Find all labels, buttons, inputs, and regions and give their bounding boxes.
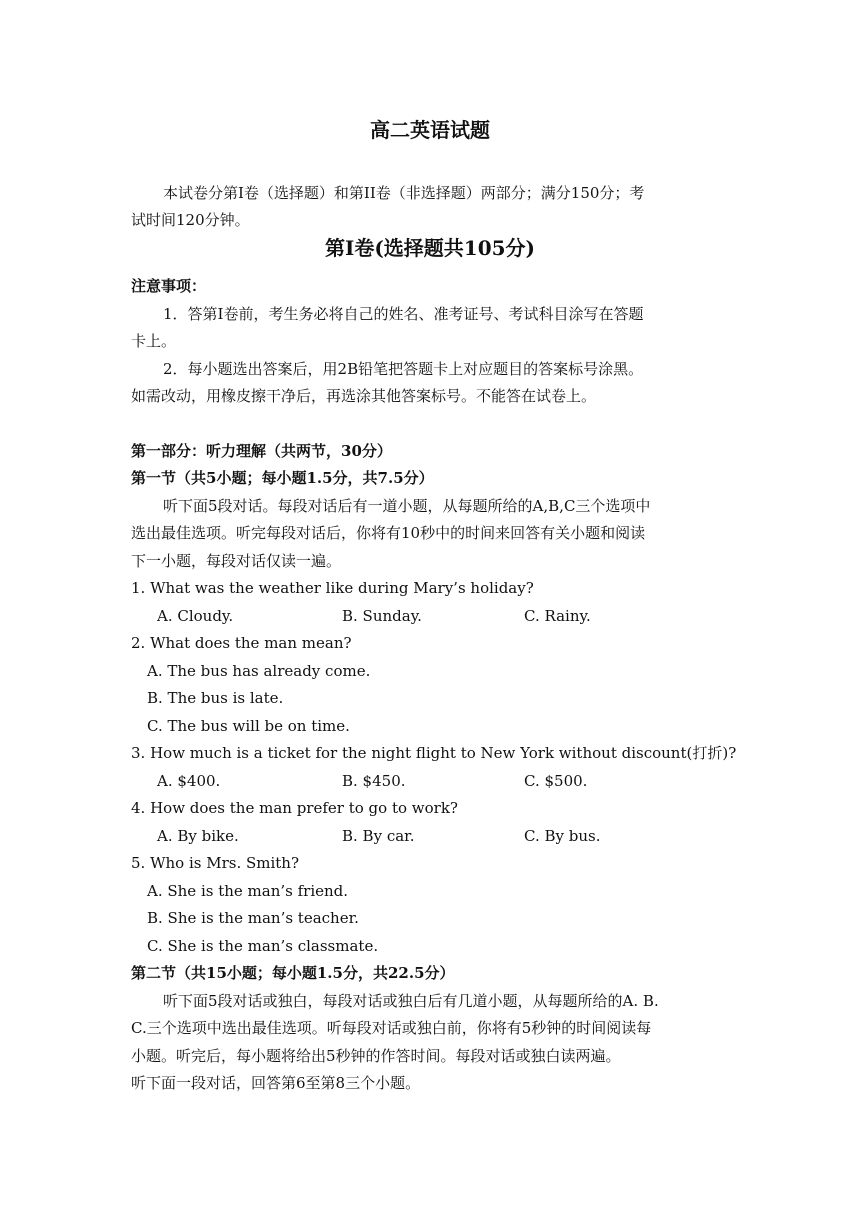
question-2-option-a: A. The bus has already come.	[147, 662, 371, 680]
section1-instruction-line-2: 选出最佳选项。听完每段对话后，你将有10秒中的时间来回答有关小题和阅读	[131, 524, 646, 542]
part1-heading: 第Ⅰ卷(选择题共105分)	[324, 236, 536, 260]
section2-instruction-line-4: 听下面一段对话，回答第6至第8三个小题。	[131, 1074, 421, 1092]
section2-instruction-line-1: 听下面5段对话或独白，每段对话或独白后有几道小题，从每题所给的A. B.	[163, 992, 659, 1010]
question-2-option-b: B. The bus is late.	[147, 689, 284, 707]
question-4-stem: 4. How does the man prefer to go to work?	[131, 799, 458, 817]
question-1-stem: 1. What was the weather like during Mary’s holiday?	[131, 579, 534, 597]
question-3-option-b: B. $450.	[342, 772, 406, 790]
question-5-option-a: A. She is the man’s friend.	[147, 882, 349, 900]
question-5-stem: 5. Who is Mrs. Smith?	[131, 854, 300, 872]
question-1-option-b: B. Sunday.	[342, 607, 422, 625]
intro-line-1: 本试卷分第I卷（选择题）和第II卷（非选择题）两部分；满分150分；考	[163, 184, 645, 202]
notice-item-2-line-1: 2．每小题选出答案后，用2B铅笔把答题卡上对应题目的答案标号涂黑。	[163, 360, 644, 378]
question-3-option-c: C. $500.	[524, 772, 588, 790]
notice-item-1-line-2: 卡上。	[131, 332, 177, 350]
question-1-option-c: C. Rainy.	[524, 607, 591, 625]
question-3-option-a: A. $400.	[157, 772, 221, 790]
question-4-option-a: A. By bike.	[157, 827, 239, 845]
question-5-option-b: B. She is the man’s teacher.	[147, 909, 359, 927]
section2-instruction-line-2: C.三个选项中选出最佳选项。听每段对话或独白前，你将有5秒钟的时间阅读每	[131, 1019, 652, 1037]
section2-sub-heading: 第二节（共15小题；每小题1.5分，共22.5分）	[131, 964, 455, 982]
intro-line-2: 试时间120分钟。	[131, 211, 250, 229]
section1-instruction-line-1: 听下面5段对话。每段对话后有一道小题，从每题所给的A,B,C三个选项中	[163, 497, 651, 515]
question-4-option-c: C. By bus.	[524, 827, 601, 845]
notice-label: 注意事项：	[131, 277, 207, 295]
section2-instruction-line-3: 小题。听完后，每小题将给出5秒钟的作答时间。每段对话或独白读两遍。	[131, 1047, 621, 1065]
notice-item-1-line-1: 1．答第I卷前，考生务必将自己的姓名、准考证号、考试科目涂写在答题	[163, 305, 644, 323]
question-4-option-b: B. By car.	[342, 827, 415, 845]
question-3-stem: 3. How much is a ticket for the night flight to New York without discount(打折)?	[131, 744, 737, 762]
notice-item-2-line-2: 如需改动，用橡皮擦干净后，再选涂其他答案标号。不能答在试卷上。	[131, 387, 597, 405]
question-1-option-a: A. Cloudy.	[157, 607, 234, 625]
question-2-stem: 2. What does the man mean?	[131, 634, 352, 652]
section1-instruction-line-3: 下一小题，每段对话仅读一遍。	[131, 552, 342, 570]
question-2-option-c: C. The bus will be on time.	[147, 717, 350, 735]
section1-sub-heading: 第一节（共5小题；每小题1.5分，共7.5分）	[131, 469, 434, 487]
question-5-option-c: C. She is the man’s classmate.	[147, 937, 379, 955]
exam-title: 高二英语试题	[370, 118, 490, 142]
section1-heading: 第一部分：听力理解（共两节，30分）	[131, 442, 392, 460]
